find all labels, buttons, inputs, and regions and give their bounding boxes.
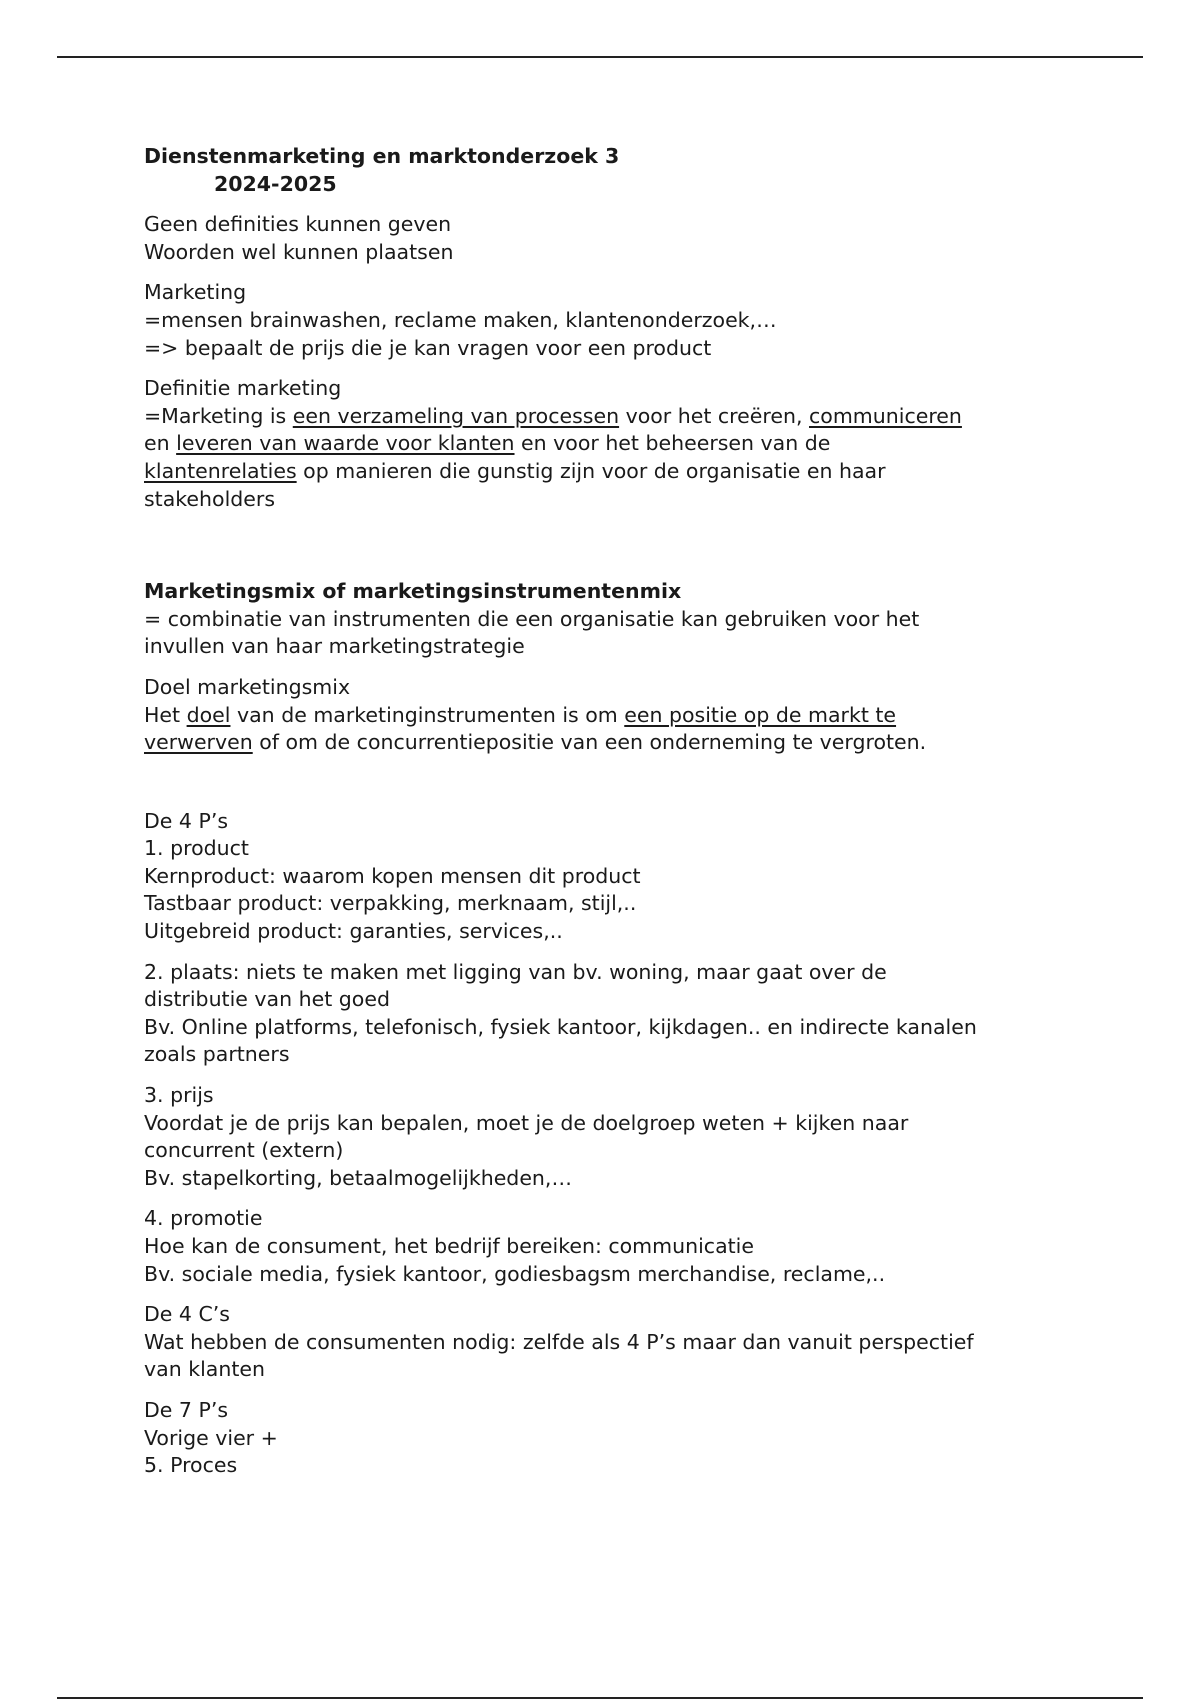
document-body [144, 143, 1064, 1493]
goal-line [144, 702, 1064, 730]
goal-underlined: verwerven [144, 730, 253, 755]
price-line: 3. prijs [144, 1083, 214, 1108]
place-line: Bv. Online platforms, telefonisch, fysiek kantoor, kijkdagen.. en indirecte kanalen [144, 1014, 977, 1039]
definition-underlined: klantenrelaties [144, 458, 297, 483]
goal-text: Het [144, 702, 187, 727]
definition-text: en [144, 431, 177, 456]
marketing-block [144, 279, 1064, 362]
goal-line [144, 729, 1064, 757]
definition-line [144, 403, 1064, 431]
product-line: Uitgebreid product: garanties, services,.. [144, 919, 563, 944]
footer-rule [57, 1697, 1143, 1699]
mix-line: = combinatie van instrumenten die een organisatie kan gebruiken voor het [144, 606, 920, 631]
title-block [144, 143, 1064, 198]
four-c-line: Wat hebben de consumenten nodig: zelfde als 4 P’s maar dan vanuit perspectief [144, 1329, 974, 1354]
header-rule [57, 56, 1143, 58]
mix-heading: Marketingsmix of marketingsinstrumentenmix [144, 579, 682, 604]
definition-text: op manieren die gunstig zijn voor de organisatie en haar [296, 458, 886, 483]
goal-text: of om de concurrentiepositie van een onderneming te vergroten. [252, 730, 927, 755]
four-c-block [144, 1301, 1064, 1384]
seven-p-line: 5. Proces [144, 1453, 238, 1478]
product-line: 1. product [144, 836, 249, 861]
definition-text: voor het creëren, [619, 403, 810, 428]
place-block [144, 959, 1064, 1069]
mix-line: invullen van haar marketingstrategie [144, 634, 525, 659]
marketing-line: =mensen brainwashen, reclame maken, klantenonderzoek,… [144, 307, 777, 332]
intro-block [144, 211, 1064, 266]
intro-line: Woorden wel kunnen plaatsen [144, 239, 454, 264]
definition-underlined: leveren van waarde voor klanten [176, 431, 515, 456]
product-line: Tastbaar product: verpakking, merknaam, stijl,.. [144, 891, 637, 916]
mix-block [144, 578, 1064, 661]
definition-text: en voor het beheersen van de [514, 431, 831, 456]
marketing-heading: Marketing [144, 280, 247, 305]
price-block [144, 1082, 1064, 1192]
definition-underlined: communiceren [809, 403, 962, 428]
four-p-heading: De 4 P’s [144, 808, 229, 833]
definition-line: stakeholders [144, 486, 275, 511]
price-line: Voordat je de prijs kan bepalen, moet je de doelgroep weten + kijken naar [144, 1110, 909, 1135]
goal-underlined: een positie op de markt te [624, 702, 897, 727]
definition-heading: Definitie marketing [144, 376, 342, 401]
seven-p-heading: De 7 P’s [144, 1397, 229, 1422]
spacer [144, 770, 1064, 808]
price-line: concurrent (extern) [144, 1138, 344, 1163]
definition-text: =Marketing is [144, 403, 293, 428]
intro-line: Geen definities kunnen geven [144, 212, 452, 237]
definition-underlined: een verzameling van processen [292, 403, 620, 428]
goal-heading: Doel marketingsmix [144, 674, 351, 699]
definition-line [144, 458, 1064, 486]
promotion-line: Bv. sociale media, fysiek kantoor, godiesbagsm merchandise, reclame,.. [144, 1261, 886, 1286]
spacer [144, 526, 1064, 578]
promotion-line: Hoe kan de consument, het bedrijf bereiken: communicatie [144, 1234, 754, 1258]
definition-line [144, 430, 1064, 458]
four-p-product-block [144, 808, 1064, 946]
marketing-line: => bepaalt de prijs die je kan vragen voor een product [144, 335, 712, 360]
four-c-line: van klanten [144, 1357, 265, 1382]
goal-underlined: doel [186, 702, 231, 727]
promotion-block [144, 1205, 1064, 1288]
price-line: Bv. stapelkorting, betaalmogelijkheden,… [144, 1165, 572, 1190]
seven-p-block [144, 1397, 1064, 1480]
document-title: Dienstenmarketing en marktonderzoek 3 [144, 144, 620, 168]
document-year: 2024-2025 [214, 171, 337, 196]
seven-p-line: Vorige vier + [144, 1425, 278, 1450]
product-line: Kernproduct: waarom kopen mensen dit product [144, 863, 641, 888]
place-line: 2. plaats: niets te maken met ligging van bv. woning, maar gaat over de [144, 959, 887, 984]
goal-block [144, 674, 1064, 757]
promotion-line: 4. promotie [144, 1206, 263, 1231]
goal-text: van de marketinginstrumenten is om [230, 702, 625, 727]
definition-block [144, 375, 1064, 513]
four-c-heading: De 4 C’s [144, 1302, 230, 1327]
place-line: zoals partners [144, 1042, 290, 1067]
place-line: distributie van het goed [144, 987, 390, 1012]
